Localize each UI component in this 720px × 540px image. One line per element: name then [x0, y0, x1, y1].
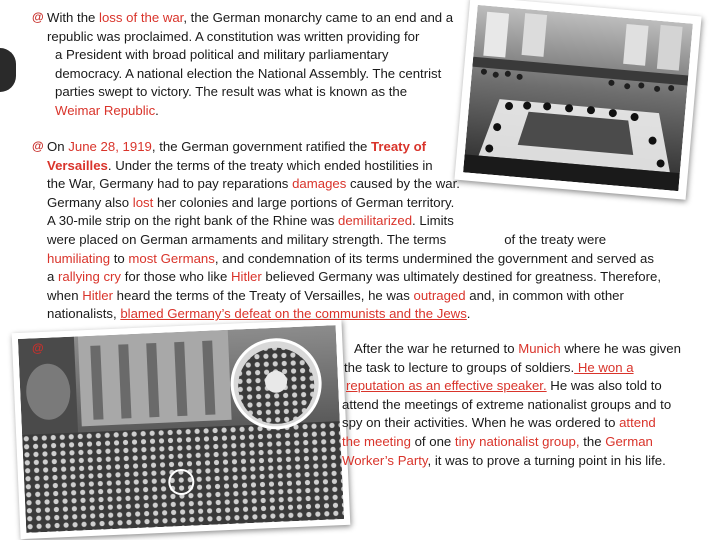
underline-blamed: blamed Germany’s defeat on the communists and the Jews	[120, 306, 467, 322]
underline-won-a: He won a	[574, 359, 634, 375]
crowd-image	[18, 325, 344, 533]
highlight-munich: Munich	[518, 341, 561, 356]
paragraph-line: a President with broad political and military parliamentary	[55, 47, 389, 63]
highlight-workers-party: Worker’s Party	[342, 452, 428, 468]
paragraph-line: With the loss of the war, the German monarchy came to an end and a	[47, 10, 454, 25]
paragraph-line: the meeting of one tiny nationalist group, the German	[342, 433, 653, 449]
highlight-tiny-group: tiny nationalist group,	[454, 433, 580, 449]
highlight-humiliating: humiliating	[47, 250, 111, 266]
paragraph-line: nationalists, blamed Germany’s defeat on the communists and the Jews.	[47, 306, 471, 322]
paragraph-line: On June 28, 1919, the German government ratified the Treaty of	[47, 139, 427, 154]
highlight-attend: attend	[619, 415, 656, 431]
paragraph-line: when Hitler heard the terms of the Treaty of Versailles, he was outraged and, in common with other	[47, 287, 624, 303]
paragraph-line: A 30-mile strip on the right bank of the Rhine was demilitarized. Limits	[47, 213, 454, 229]
paragraph-line: republic was proclaimed. A constitution was written providing for	[47, 28, 420, 44]
paragraph-line: Versailles. Under the terms of the treaty which ended hostilities in	[47, 157, 433, 173]
paragraph-line: spy on their activities. When he was ordered to attend	[342, 415, 656, 431]
paragraph-line: Germany also lost her colonies and large portions of German territory.	[47, 194, 455, 210]
paragraph-line: reputation as an effective speaker. He was also told to	[346, 378, 662, 394]
highlight-date: June 28, 1919	[68, 139, 152, 154]
paragraph-versailles	[47, 138, 661, 324]
paragraph-line: the task to lecture to groups of soldiers. He won a	[344, 359, 634, 375]
photo-munich-crowd	[18, 325, 344, 533]
highlight-hitler: Hitler	[230, 269, 262, 285]
bullet-icon-1: @	[32, 10, 44, 24]
highlight-damages: damages	[292, 176, 347, 192]
highlight-german: German	[605, 433, 653, 449]
highlight-rallying-cry: rallying cry	[58, 269, 122, 285]
highlight-lost: lost	[132, 194, 154, 210]
highlight-outraged: outraged	[413, 287, 466, 303]
decorative-tab	[0, 48, 16, 92]
highlight-most-germans: most Germans	[128, 250, 215, 266]
bullet-icon-2: @	[32, 139, 44, 153]
paragraph-line: After the war he returned to Munich where he was given	[354, 341, 681, 356]
paragraph-line: the War, Germany had to pay reparations damages caused by the war.	[47, 176, 460, 192]
bullet-icon-3: @	[32, 341, 44, 355]
underline-reputation: reputation as an effective speaker.	[346, 378, 547, 394]
paragraph-line: parties swept to victory. The result was what is known as the	[55, 84, 408, 100]
paragraph-line: democracy. A national election the National Assembly. The centrist	[55, 65, 442, 81]
paragraph-line: Worker’s Party, it was to prove a turning point in his life.	[342, 452, 666, 468]
highlight-the-meeting: the meeting	[342, 433, 411, 449]
highlight-treaty: Treaty of	[371, 139, 427, 154]
paragraph-munich	[342, 340, 681, 470]
paragraph-line: were placed on German armaments and military strength. The terms of the treaty were	[47, 231, 607, 247]
paragraph-line: a rallying cry for those who like Hitler believed Germany was ultimately destined for greatness. Therefore,	[47, 269, 662, 285]
paragraph-line: attend the meetings of extreme nationalist groups and to	[342, 396, 672, 412]
paragraph-weimar	[47, 9, 453, 121]
highlight-demilitarized: demilitarized	[338, 213, 413, 229]
photo-munich-crowd-frame	[12, 319, 351, 539]
highlight-hitler-2: Hitler	[82, 287, 113, 303]
paragraph-line: humiliating to most Germans, and condemnation of its terms undermined the government and served as	[47, 250, 654, 266]
paragraph-line: Weimar Republic.	[55, 102, 159, 118]
highlight-treaty-2: Versailles	[47, 157, 108, 173]
highlight-loss-of-war: loss of the war	[99, 10, 184, 25]
highlight-weimar-republic: Weimar Republic	[55, 102, 156, 118]
